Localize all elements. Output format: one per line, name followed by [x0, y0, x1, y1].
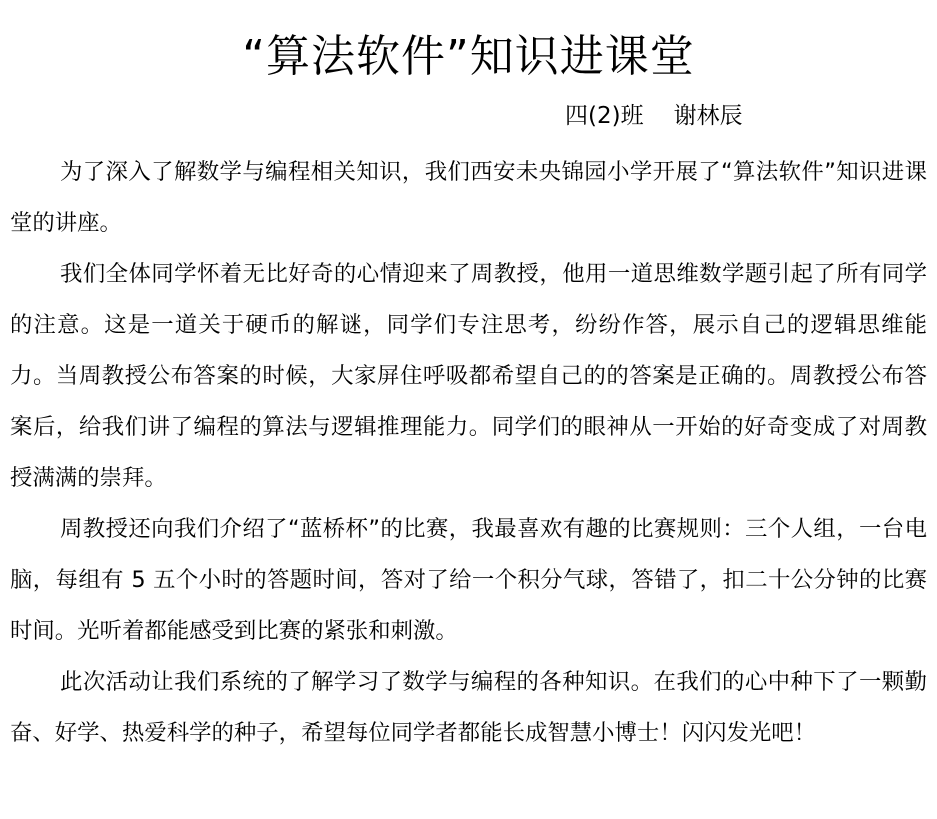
document-title: “算法软件”知识进课堂	[242, 31, 695, 82]
author-name: 谢林辰	[673, 103, 743, 129]
paragraph-lecture: 我们全体同学怀着无比好奇的心情迎来了周教授，他用一道思维数学题引起了所有同学的注意。这是一道关于硬币的解谜，同学们专注思考，纷纷作答，展示自己的逻辑思维能力。当周教授公布答案的时候，大家屏住呼吸都希望自己的的答案是正确的。周教授公布答案后，给我们讲了编程的算法与逻辑推理能力。同学们的眼神从一开始的好奇变成了对周教授满满的崇拜。	[10, 261, 927, 491]
paragraph-competition: 周教授还向我们介绍了“蓝桥杯”的比赛，我最喜欢有趣的比赛规则：三个人组，一台电脑，每组有 5 五个小时的答题时间，答对了给一个积分气球，答错了，扣二十公分钟的比赛时间。光听着都能感受到比赛的紧张和刺激。	[10, 516, 927, 644]
paragraph-conclusion: 此次活动让我们系统的了解学习了数学与编程的各种知识。在我们的心中种下了一颗勤奋、好学、热爱科学的种子，希望每位同学者都能长成智慧小博士！闪闪发光吧！	[10, 669, 927, 746]
byline	[565, 101, 743, 131]
class-label: 四(2)班	[565, 103, 644, 129]
paragraph-intro: 为了深入了解数学与编程相关知识，我们西安未央锦园小学开展了“算法软件”知识进课堂的讲座。	[10, 159, 927, 236]
document-page	[10, 0, 927, 819]
